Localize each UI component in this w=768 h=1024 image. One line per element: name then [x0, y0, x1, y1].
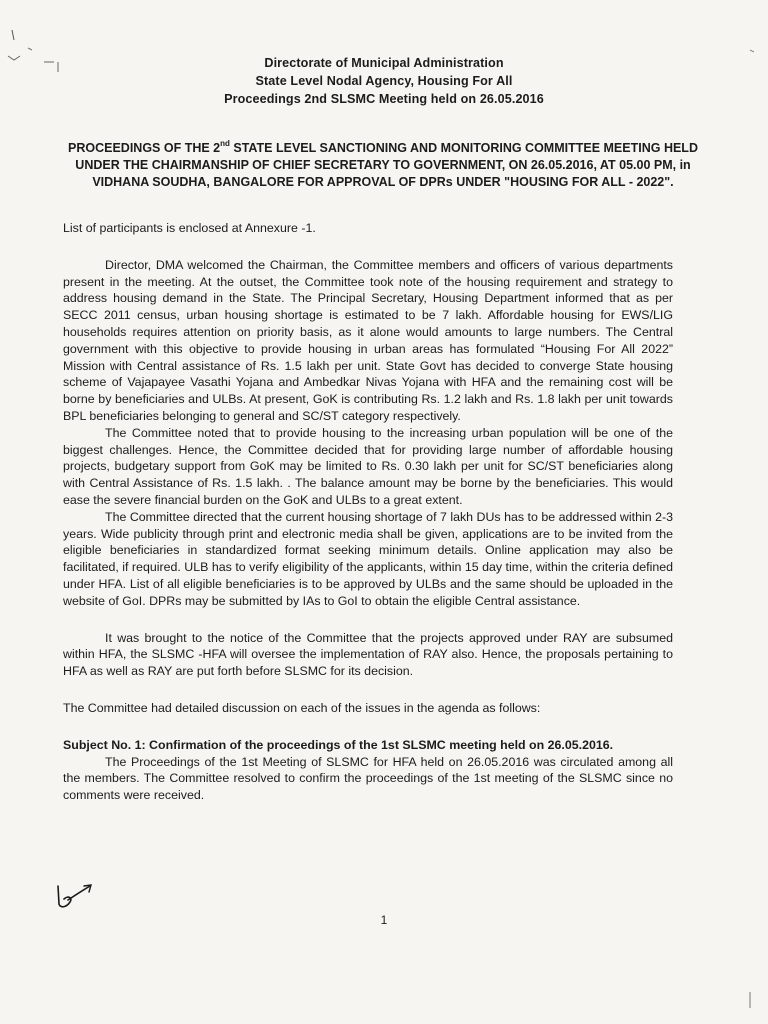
document-body [63, 220, 673, 804]
paragraph-welcome: Director, DMA welcomed the Chairman, the Committee members and officers of various departments present in the meeting. At the outset, the Committee took note of the housing requirement and strategy to address housing demand in the State. The Principal Secretary, Housing Department informed that as per SECC 2011 census, urban housing shortage is estimated to be 7 lakh. Affordable housing for EWS/LIG households requires attention on priority basis, as it alone would amounts to large numbers. The Central government with this objective to provide housing in urban areas has formulated “Housing For All 2022” Mission with Central assistance of Rs. 1.5 lakh per unit. State Govt has decided to converge State housing scheme of Vajapayee Vasathi Yojana and Ambedkar Nivas Yojana with HFA and the remaining cost will be borne by beneficiaries and ULBs. At present, GoK is contributing Rs. 1.2 lakh and Rs. 1.8 lakh per unit towards BPL beneficiaries belonging to general and SC/ST category respectively. [63, 257, 673, 423]
header-line-3: Proceedings 2nd SLSMC Meeting held on 26.05.2016 [224, 92, 544, 106]
paragraph-participants: List of participants is enclosed at Annexure -1. [63, 221, 316, 235]
title-superscript: nd [220, 138, 230, 148]
scan-mark-right-bottom [740, 990, 760, 1014]
handwritten-signature [50, 880, 98, 916]
document-header [0, 54, 768, 108]
page-number: 1 [380, 913, 388, 927]
paragraph-committee-noted: The Committee noted that to provide housing to the increasing urban population will be one of the biggest challenges. Hence, the Committee decided that for providing large number of affordable housing projects, budgetary support from GoK may be limited to Rs. 0.30 lakh per unit for SC/ST beneficiaries along with Central Assistance of Rs. 1.5 lakh. . The balance amount may be borne by the beneficiaries. This would ease the severe financial burden on the GoK and ULBs to a great extent. [63, 425, 673, 507]
header-line-2: State Level Nodal Agency, Housing For All [255, 74, 513, 88]
subject-1-heading: Subject No. 1: Confirmation of the proceedings of the 1st SLSMC meeting held on 26.05.2016. [63, 737, 614, 752]
paragraph-committee-directed: The Committee directed that the current housing shortage of 7 lakh DUs has to be addressed within 2-3 years. Wide publicity through print and electronic media shall be given, applications are to be invited from the eligible beneficiaries in standardized format seeking minimum details. Online application may also be facilitated, if required. ULB has to verify eligibility of the applicants, within 15 day time, within the criteria defined under HFA. List of all eligible beneficiaries is to be approved by ULBs and the same should be uploaded in the website of GoI. DPRs may be submitted by IAs to GoI to obtain the eligible Central assistance. [63, 509, 673, 608]
paragraph-ray: It was brought to the notice of the Committee that the projects approved under RAY are subsumed within HFA, the SLSMC -HFA will oversee the implementation of RAY also. Hence, the proposals pertaining to HFA as well as RAY are put forth before SLSMC for its decision. [63, 630, 673, 679]
title-part-1: PROCEEDINGS OF THE 2 [68, 141, 221, 155]
title-part-2: STATE LEVEL SANCTIONING AND MONITORING COMMITTEE MEETING HELD UNDER THE CHAIRMANSHIP OF CHIEF SECRETARY TO GOVERNMENT, ON 26.05.2016, AT 05.00 PM, in VIDHANA SOUDHA, BANGALORE FOR APPROVAL OF DPRs UNDER "HOUSING FOR ALL - 2022". [75, 141, 698, 189]
document-title [60, 140, 706, 190]
header-line-1: Directorate of Municipal Administration [264, 56, 504, 70]
scan-mark-right-top [744, 40, 764, 60]
paragraph-subject-1: The Proceedings of the 1st Meeting of SLSMC for HFA held on 26.05.2016 was circulated among all the members. The Committee resolved to confirm the proceedings of the 1st meeting of the SLSMC since no comments were received. [63, 754, 673, 803]
paragraph-discussion: The Committee had detailed discussion on each of the issues in the agenda as follows: [63, 700, 541, 715]
